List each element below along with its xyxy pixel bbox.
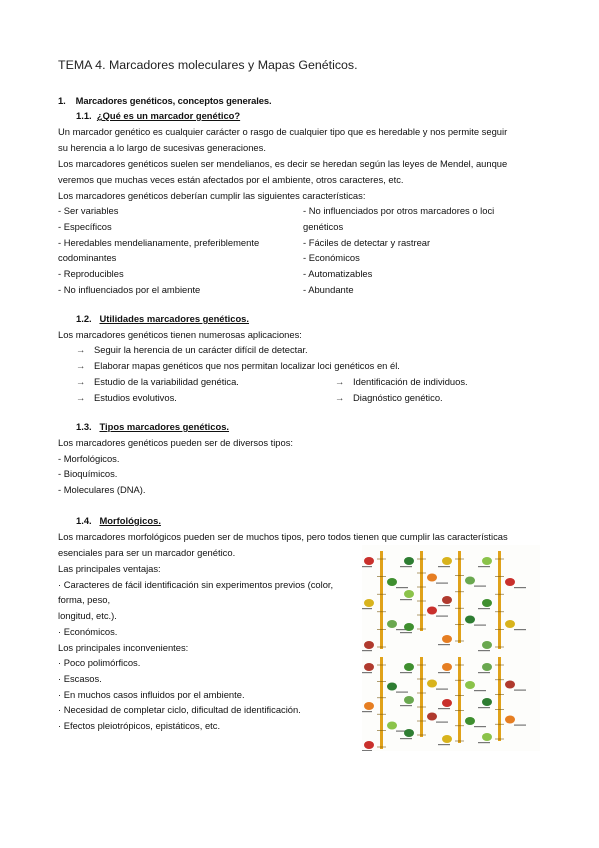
list-item: · Escasos. — [58, 673, 102, 684]
list-item: - Heredables mendelianamente, preferiblemente — [58, 237, 260, 248]
marker-caption-line — [474, 726, 486, 727]
subsection-number: 1.2. — [76, 313, 92, 324]
marker-thumbnail — [404, 623, 414, 631]
marker-thumbnail — [404, 729, 414, 737]
list-item-text: Estudios evolutivos. — [94, 392, 177, 403]
marker-caption-line — [438, 744, 450, 745]
marker-caption-line — [400, 632, 412, 633]
list-item: forma, peso, — [58, 594, 111, 605]
chromosome-bar — [420, 657, 423, 737]
list-item: · Necesidad de completar ciclo, dificultad de identificación. — [58, 704, 301, 715]
subsection-number: 1.1. — [76, 110, 92, 121]
marker-thumbnail — [427, 713, 437, 721]
chromosome-bar — [458, 551, 461, 643]
marker-thumbnail — [387, 722, 397, 730]
marker-thumbnail — [482, 557, 492, 565]
arrow-icon: → — [335, 376, 345, 387]
list-item — [76, 359, 400, 372]
marker-caption-line — [438, 605, 450, 606]
chromosome-bar — [380, 657, 383, 749]
subsection-title: Morfológicos. — [99, 515, 161, 526]
marker-thumbnail — [442, 557, 452, 565]
marker-thumbnail — [427, 680, 437, 688]
list-item — [335, 375, 468, 388]
marker-caption-line — [478, 650, 490, 651]
section-1-heading — [58, 94, 272, 107]
marker-caption-line — [474, 690, 486, 691]
marker-caption-line — [436, 616, 448, 617]
marker-thumbnail — [442, 596, 452, 604]
marker-caption-line — [514, 725, 526, 726]
marker-caption-line — [514, 587, 526, 588]
marker-caption-line — [478, 608, 490, 609]
marker-thumbnail — [364, 557, 374, 565]
list-item: - Morfológicos. — [58, 453, 120, 464]
chromosome-bar — [458, 657, 461, 743]
marker-caption-line — [514, 690, 526, 691]
arrow-icon: → — [335, 392, 345, 403]
list-item: - No influenciados por el ambiente — [58, 284, 201, 295]
paragraph-line: Los marcadores genéticos pueden ser de diversos tipos: — [58, 437, 294, 448]
marker-thumbnail — [505, 681, 515, 689]
paragraph-line: Los marcadores genéticos deberían cumplir las siguientes características: — [58, 190, 366, 201]
marker-caption-line — [362, 608, 372, 609]
list-item: - Específicos — [58, 221, 112, 232]
marker-thumbnail — [482, 663, 492, 671]
marker-thumbnail — [364, 702, 374, 710]
subsection-title: Utilidades marcadores genéticos. — [99, 313, 250, 324]
list-item: - Reproducibles — [58, 268, 124, 279]
marker-thumbnail — [387, 578, 397, 586]
marker-caption-line — [400, 599, 412, 600]
marker-thumbnail — [442, 663, 452, 671]
marker-thumbnail — [427, 574, 437, 582]
marker-caption-line — [438, 644, 450, 645]
marker-thumbnail — [364, 599, 374, 607]
paragraph-line: Los marcadores genéticos suelen ser mendelianos, es decir se heredan según las leyes de Mendel, aunque — [58, 158, 508, 169]
subsection-title: Tipos marcadores genéticos. — [99, 421, 230, 432]
marker-thumbnail — [465, 577, 475, 585]
list-item: codominantes — [58, 252, 117, 263]
marker-thumbnail — [465, 681, 475, 689]
marker-thumbnail — [465, 717, 475, 725]
list-item: - Automatizables — [303, 268, 373, 279]
list-item — [76, 375, 239, 388]
marker-thumbnail — [442, 635, 452, 643]
marker-thumbnail — [427, 607, 437, 615]
marker-caption-line — [438, 672, 450, 673]
list-item: - Bioquímicos. — [58, 468, 118, 479]
paragraph-line: veremos que muchas veces están afectados por el ambiente, otros caracteres, etc. — [58, 174, 404, 185]
marker-caption-line — [438, 566, 450, 567]
marker-caption-line — [362, 750, 372, 751]
marker-thumbnail — [505, 716, 515, 724]
marker-thumbnail — [442, 735, 452, 743]
list-item: · Caracteres de fácil identificación sin experimentos previos (color, — [58, 579, 334, 590]
marker-caption-line — [478, 707, 490, 708]
list-item-text: Diagnóstico genético. — [353, 392, 443, 403]
arrow-icon: → — [76, 392, 86, 403]
paragraph-line: Los marcadores morfológicos pueden ser de muchos tipos, pero todos tienen que cumplir las características — [58, 531, 508, 542]
marker-caption-line — [478, 742, 490, 743]
marker-thumbnail — [404, 696, 414, 704]
subsection-1-2-heading — [76, 312, 249, 325]
marker-thumbnail — [482, 641, 492, 649]
marker-caption-line — [362, 672, 372, 673]
marker-caption-line — [436, 583, 448, 584]
marker-caption-line — [396, 587, 408, 588]
marker-caption-line — [400, 672, 412, 673]
arrow-icon: → — [76, 344, 86, 355]
marker-caption-line — [400, 705, 412, 706]
marker-thumbnail — [482, 599, 492, 607]
marker-thumbnail — [404, 557, 414, 565]
list-item-text: Identificación de individuos. — [353, 376, 468, 387]
chromosome-bar — [498, 551, 501, 649]
list-item — [335, 391, 443, 404]
paragraph-line: Los principales inconvenientes: — [58, 642, 189, 653]
marker-thumbnail — [387, 683, 397, 691]
marker-thumbnail — [505, 620, 515, 628]
list-item: - Fáciles de detectar y rastrear — [303, 237, 431, 248]
paragraph-line: su herencia a lo largo de sucesivas generaciones. — [58, 142, 266, 153]
list-item: - Económicos — [303, 252, 360, 263]
marker-caption-line — [396, 692, 408, 693]
chromosome-bar — [420, 551, 423, 631]
list-item-text: Estudio de la variabilidad genética. — [94, 376, 239, 387]
list-item: · Efectos pleiotrópicos, epistáticos, etc. — [58, 720, 221, 731]
subsection-1-4-heading — [76, 514, 161, 527]
list-item — [76, 391, 177, 404]
marker-thumbnail — [505, 578, 515, 586]
arrow-icon: → — [76, 360, 86, 371]
marker-thumbnail — [482, 733, 492, 741]
paragraph-line: Un marcador genético es cualquier carácter o rasgo de cualquier tipo que es heredable y nos permite seguir — [58, 126, 508, 137]
chromosome-bar — [380, 551, 383, 649]
list-item: - Ser variables — [58, 205, 119, 216]
list-item: longitud, etc.). — [58, 610, 117, 621]
list-item: · Poco polimórficos. — [58, 657, 141, 668]
marker-caption-line — [400, 738, 412, 739]
marker-thumbnail — [465, 616, 475, 624]
marker-thumbnail — [364, 641, 374, 649]
paragraph-line: esenciales para ser un marcador genético. — [58, 547, 236, 558]
marker-thumbnail — [482, 698, 492, 706]
section-title: Marcadores genéticos, conceptos generales. — [75, 95, 272, 106]
marker-caption-line — [438, 708, 450, 709]
marker-thumbnail — [364, 663, 374, 671]
marker-caption-line — [478, 672, 490, 673]
arrow-icon: → — [76, 376, 86, 387]
marker-thumbnail — [442, 699, 452, 707]
list-item: · En muchos casos influidos por el ambiente. — [58, 689, 245, 700]
marker-thumbnail — [387, 620, 397, 628]
marker-caption-line — [362, 711, 372, 712]
list-item: · Económicos. — [58, 626, 118, 637]
page-title: TEMA 4. Marcadores moleculares y Mapas Genéticos. — [58, 58, 358, 72]
chromosome-bar — [498, 657, 501, 741]
list-item-text: Elaborar mapas genéticos que nos permitan localizar loci genéticos en él. — [94, 360, 400, 371]
paragraph-line: Los marcadores genéticos tienen numerosas aplicaciones: — [58, 329, 302, 340]
marker-thumbnail — [404, 590, 414, 598]
list-item: - Moleculares (DNA). — [58, 484, 146, 495]
subsection-title: ¿Qué es un marcador genético? — [96, 110, 241, 121]
marker-caption-line — [474, 625, 486, 626]
subsection-1-1-heading — [76, 109, 240, 122]
marker-caption-line — [400, 566, 412, 567]
marker-thumbnail — [364, 741, 374, 749]
marker-caption-line — [436, 722, 448, 723]
subsection-number: 1.4. — [76, 515, 92, 526]
subsection-number: 1.3. — [76, 421, 92, 432]
list-item: - No influenciados por otros marcadores o loci — [303, 205, 495, 216]
marker-caption-line — [474, 586, 486, 587]
subsection-1-3-heading — [76, 420, 229, 433]
marker-caption-line — [362, 650, 372, 651]
paragraph-line: Las principales ventajas: — [58, 563, 161, 574]
list-item: genéticos — [303, 221, 344, 232]
chromosome-map-figure — [362, 545, 540, 751]
list-item-text: Seguir la herencia de un carácter difícil de detectar. — [94, 344, 308, 355]
section-number: 1. — [58, 95, 66, 106]
marker-caption-line — [478, 566, 490, 567]
marker-caption-line — [436, 689, 448, 690]
list-item — [76, 343, 308, 356]
marker-caption-line — [514, 629, 526, 630]
marker-caption-line — [362, 566, 372, 567]
list-item: - Abundante — [303, 284, 354, 295]
marker-thumbnail — [404, 663, 414, 671]
